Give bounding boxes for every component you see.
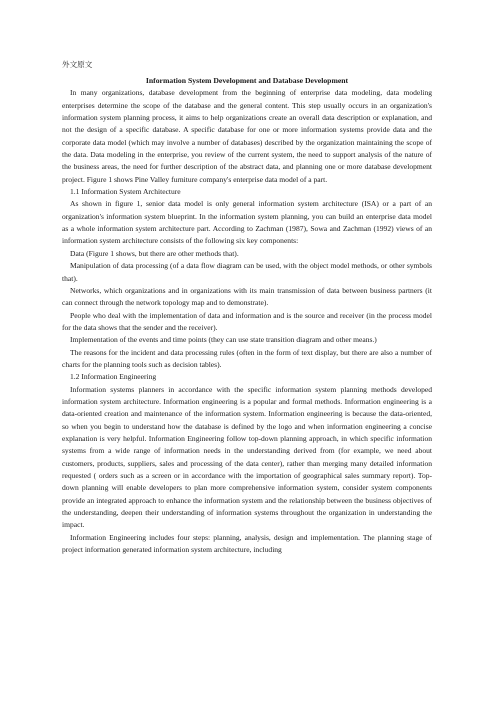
paragraph: Data (Figure 1 shows, but there are other methods that). (70, 248, 239, 258)
section-heading: 1.2 Information Engineering (70, 372, 157, 382)
paragraph: People who deal with the implementation of data and information and is the source and receiver (in the process model for the data shows that the sender and the receiver). (62, 310, 432, 332)
paragraph: Networks, which organizations and in organizations with its main transmission of data between business partners (it can connect through the network topology map and to demonstrate). (62, 285, 432, 308)
paragraph: Information Engineering includes four steps: planning, analysis, design and implementation. The planning stage of project information generated information system architecture, including (62, 532, 432, 555)
document-title: Information System Development and Database Development (145, 76, 349, 85)
paragraph: As shown in figure 1, senior data model is only general information system architecture (ISA) or a part of an organization's information system blueprint. In the information system planning, you can build an enterprise data model as a whole information system architecture part. According to Zachman (1987), Sowa and Zachman (1992) views of an information system architecture consists of the following six key components: (62, 199, 432, 246)
paragraph: In many organizations, database development from the beginning of enterprise data modeling, data modeling enterprises determine the scope of the database and the general content. This step usually occurs in an organization's information system planning process, it aims to help organizations create an overall data description or explanation, and not the design of a specific database. A specific database for one or more information systems provide data and the corporate data model (which may involve a number of databases) described by the organization maintaining the scope of the data. Data modeling in the enterprise, you review of the current system, the need to support analysis of the nature of the business areas, the need for further description of the abstract data, and planning one or more database development project. Figure 1 shows Pine Valley furniture company's enterprise data model of a part. (62, 88, 432, 184)
paragraph: Implementation of the events and time points (they can use state transition diagram and other means.) (70, 335, 377, 345)
document-body (62, 59, 432, 556)
paragraph: Information systems planners in accordance with the specific information system planning methods developed information system architecture. Information engineering is a popular and formal methods. Information engineering is a data-oriented creation and maintenance of the information system. Information engineering is because the data-oriented, so when you begin to understand how the database is defined by the logo and when information engineering a concise explanation is very helpful. Information Engineering follow top-down planning approach, in which specific information systems from a wide range of information needs in the understanding derived from (for example, we need about customers, products, suppliers, sales and processing of the data center), rather than merging many detailed information requested ( orders such as a screen or in accordance with the importation of geographical sales summary report). Top-down planning will enable developers to plan more comprehensive information system, consider system components provide an integrated approach to enhance the information system and the relationship between the business objectives of the understanding, deepen their understanding of information systems throughout the organization in understanding the impact. (62, 384, 432, 530)
paragraph: Manipulation of data processing (of a data flow diagram can be used, with the object model methods, or other symbols that). (62, 261, 432, 283)
header-label: 外文原文 (62, 60, 93, 69)
section-heading: 1.1 Information System Architecture (70, 187, 181, 197)
paragraph: The reasons for the incident and data processing rules (often in the form of text display, but there are also a number of charts for the planning tools such as decision tables). (62, 347, 432, 369)
